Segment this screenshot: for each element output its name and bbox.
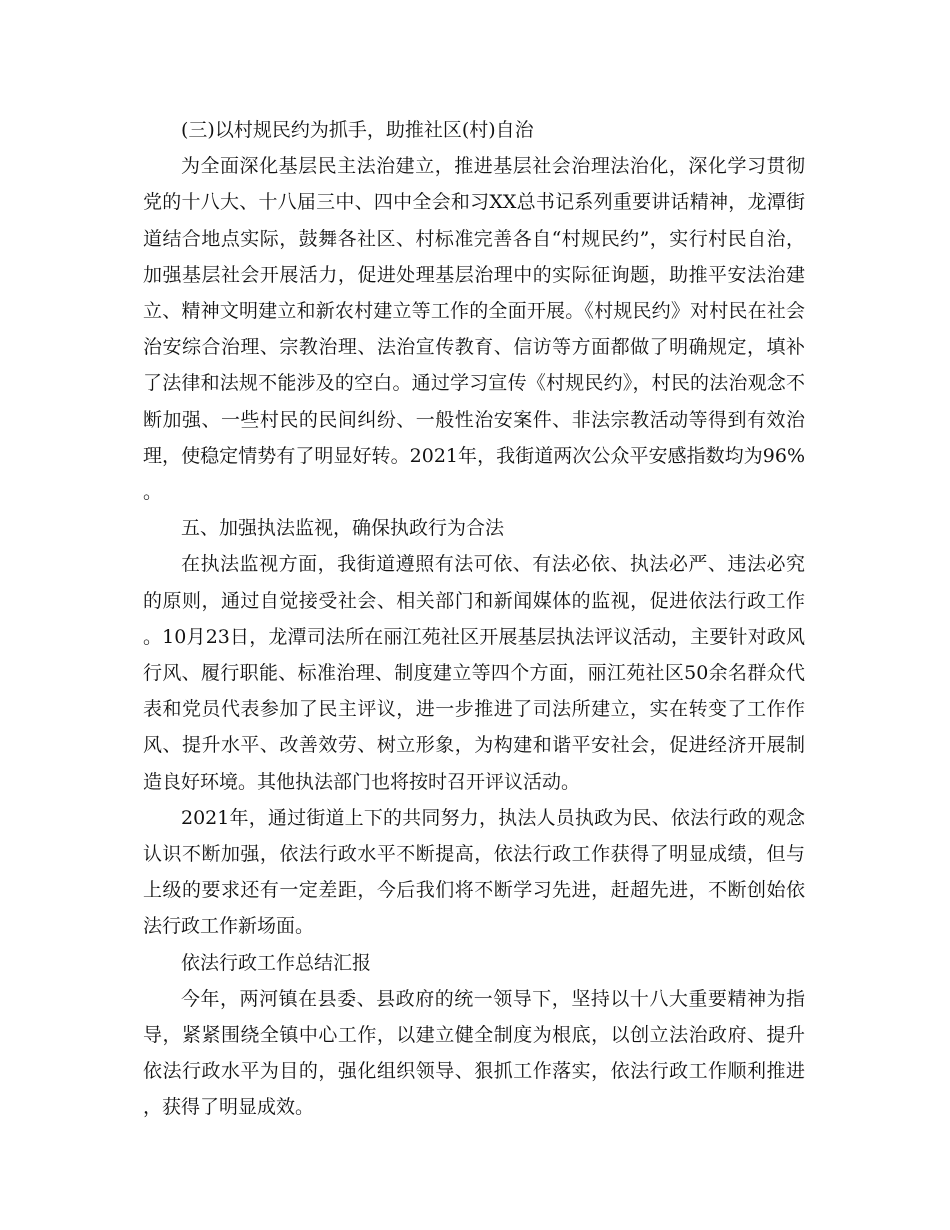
body-paragraph-law-enforcement-supervision: 在执法监视方面，我街道遵照有法可依、有法必依、执法必严、违法必究的原则，通过自觉接受社会、相关部门和新闻媒体的监视，促进依法行政工作。10月23日，龙潭司法所在丽江苑社区开展基层执法评议活动，主要针对政风行风、履行职能、标准治理、制度建立等四个方面，丽江苑社区50余名群众代表和党员代表参加了民主评议，进一步推进了司法所建立，实在转变了工作作风、提升水平、改善效劳、树立形象，为构建和谐平安社会，促进经济开展制造良好环境。其他执法部门也将按时召开评议活动。 xyxy=(143,553,805,793)
body-paragraph-annual-summary: 2021年，通过街道上下的共同努力，执法人员执政为民、依法行政的观念认识不断加强，依法行政水平不断提高，依法行政工作获得了明显成绩，但与上级的要求还有一定差距，今后我们将不断学习先进，赶超先进，不断创始依法行政工作新场面。 xyxy=(143,806,805,938)
body-paragraph-village-rules: 为全面深化基层民主法治建立，推进基层社会治理法治化，深化学习贯彻党的十八大、十八届三中、四中全会和习XX总书记系列重要讲话精神，龙潭街道结合地点实际，鼓舞各社区、村标准完善各自“村规民约”，实行村民自治，加强基层社会开展活力，促进处理基层治理中的实际征询题，助推平安法治建立、精神文明建立和新农村建立等工作的全面开展。《村规民约》对村民在社会治安综合治理、宗教治理、法治宣传教育、信访等方面都做了明确规定，填补了法律和法规不能涉及的空白。通过学习宣传《村规民约》，村民的法治观念不断加强、一些村民的民间纠纷、一般性治安案件、非法宗教活动等得到有效治理，使稳定情势有了明显好转。2021年，我街道两次公众平安感指数均为96%。 xyxy=(143,155,805,504)
report-title: 依法行政工作总结汇报 xyxy=(181,951,372,974)
section-heading-law-enforcement-supervision: 五、加强执法监视，确保执政行为合法 xyxy=(181,517,505,540)
document-page xyxy=(143,112,805,1126)
body-paragraph-report-intro: 今年，两河镇在县委、县政府的统一领导下，坚持以十八大重要精神为指导，紧紧围绕全镇中心工作，以建立健全制度为根底，以创立法治政府、提升依法行政水平为目的，强化组织领导、狠抓工作落实，依法行政工作顺利推进，获得了明显成效。 xyxy=(143,987,805,1119)
section-heading-village-rules: (三)以村规民约为抓手，助推社区(村)自治 xyxy=(181,119,534,141)
